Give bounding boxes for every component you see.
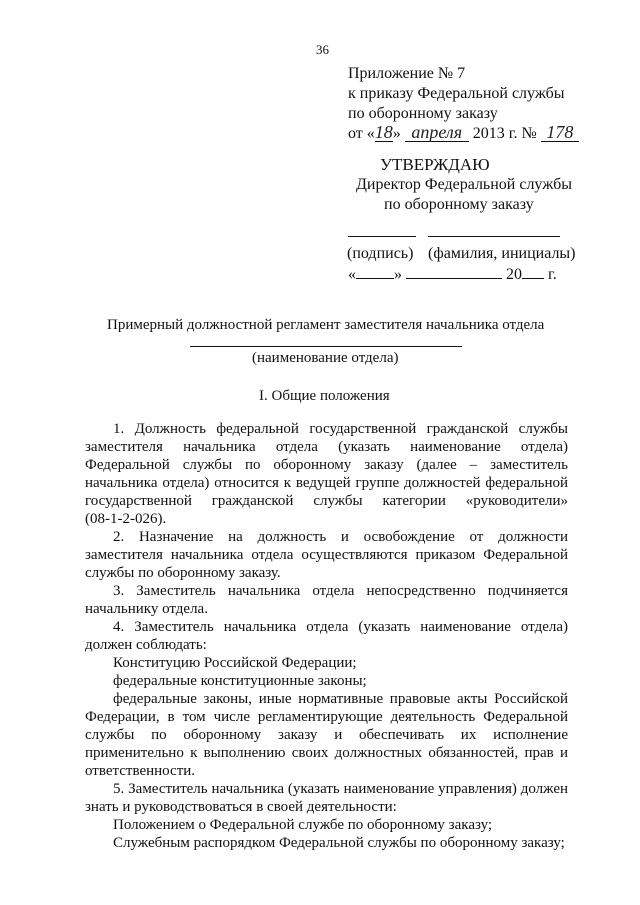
- body-line: должен соблюдать:: [85, 637, 207, 653]
- body-line: 3. Заместитель начальника отдела непосредственно подчиняется: [113, 583, 568, 599]
- body-line: федеральные конституционные законы;: [113, 673, 367, 689]
- body-line: службы по оборонному заказу и обеспечивать их исполнение: [85, 727, 568, 743]
- appendix-date-line: [348, 123, 579, 143]
- section-title: I. Общие положения: [259, 388, 390, 404]
- month-blank: [406, 264, 502, 279]
- day-blank: [356, 264, 394, 279]
- body-line: 1. Должность федеральной государственной гражданской службы: [113, 421, 568, 437]
- body-line: Служебным распорядком Федеральной службы по оборонному заказу;: [113, 835, 565, 851]
- signature-label: (подпись): [347, 245, 414, 262]
- date-open: «: [348, 266, 356, 283]
- appendix-line-2: к приказу Федеральной службы: [348, 85, 565, 102]
- body-line: 5. Заместитель начальника (указать наименование управления) должен: [113, 781, 568, 797]
- body-line: заместителя начальника отдела осуществляются приказом Федеральной: [85, 547, 568, 563]
- appendix-line-1: Приложение № 7: [348, 65, 466, 82]
- document-title: Примерный должностной регламент заместителя начальника отдела: [107, 317, 545, 333]
- body-line: федеральные законы, иные нормативные правовые акты Российской: [113, 691, 568, 707]
- date-close: »: [394, 266, 402, 283]
- approval-date-line: [348, 264, 557, 284]
- body-line: знать и руководствоваться в своей деятельности:: [85, 799, 397, 815]
- body-line: заместителя начальника отдела (указать наименование отдела): [85, 439, 568, 455]
- approval-line-2: по оборонному заказу: [384, 196, 534, 213]
- handwritten-day: 18: [374, 122, 393, 142]
- body-line: Федеральной службы по оборонному заказу (далее – заместитель: [85, 457, 568, 473]
- name-line: [428, 236, 560, 237]
- handwritten-month: апреля: [405, 123, 469, 142]
- body-line: государственной гражданской службы категории «руководители»: [85, 493, 568, 509]
- body-line: Федерации, в том числе регламентирующие деятельность Федеральной: [85, 709, 568, 725]
- body-line: 4. Заместитель начальника отдела (указать наименование отдела): [113, 619, 568, 635]
- year-suffix: г.: [548, 266, 557, 283]
- body-line: (08-1-2-026).: [85, 511, 167, 527]
- appendix-line-3: по оборонному заказу: [348, 105, 498, 122]
- year-prefix: 20: [506, 266, 522, 283]
- department-label: (наименование отдела): [252, 350, 399, 366]
- approval-title: УТВЕРЖДАЮ: [380, 155, 490, 174]
- body-line: Конституцию Российской Федерации;: [113, 655, 357, 671]
- year-blank: [522, 264, 544, 279]
- body-line: начальнику отдела.: [85, 601, 208, 617]
- name-label: (фамилия, инициалы): [428, 245, 576, 262]
- body-line: ответственности.: [85, 763, 196, 779]
- body-line: применительно к выполнению своих должностных обязанностей, прав и: [85, 745, 568, 761]
- body-line: начальника отдела) относится к ведущей группе должностей федеральной: [85, 475, 568, 491]
- handwritten-number: 178: [541, 123, 579, 142]
- body-line: Положением о Федеральной службе по оборонному заказу;: [113, 817, 493, 833]
- year-text: 2013 г. №: [472, 125, 537, 142]
- date-mid: »: [392, 125, 401, 142]
- body-line: службы по оборонному заказу.: [85, 565, 281, 581]
- date-prefix: от «: [348, 125, 375, 142]
- department-line: [190, 346, 462, 347]
- page-number: 36: [316, 42, 329, 57]
- signature-line: [348, 236, 416, 237]
- approval-line-1: Директор Федеральной службы: [356, 176, 572, 193]
- body-line: 2. Назначение на должность и освобождение от должности: [113, 529, 568, 545]
